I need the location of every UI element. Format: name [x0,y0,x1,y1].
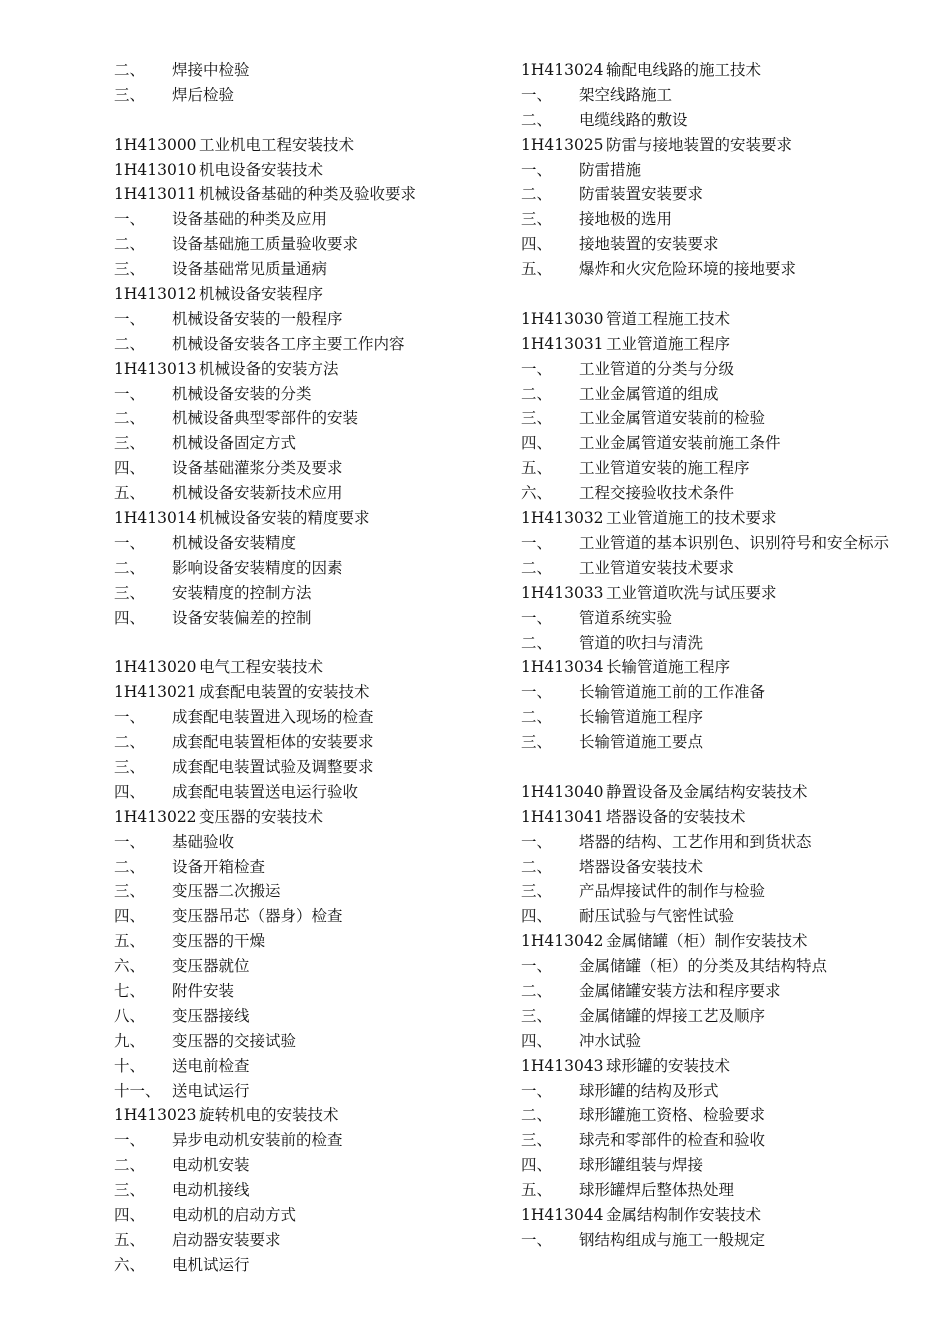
list-item [114,332,514,357]
item-text: 机械设备固定方式 [172,434,297,453]
item-text: 球壳和零部件的检查和验收 [579,1131,766,1150]
list-item [521,1228,921,1253]
section-heading [114,655,514,680]
item-number: 三、 [114,85,146,104]
item-number: 二、 [114,334,146,353]
item-number: 一、 [521,1081,553,1100]
section-title: 输配电线路的施工技术 [606,61,762,79]
section-title: 机电设备安装技术 [199,160,324,179]
item-number: 二、 [114,733,146,752]
item-text: 机械设备安装各工序主要工作内容 [172,334,405,353]
item-number: 三、 [521,1131,553,1150]
item-text: 长输管道施工要点 [579,733,704,752]
section-title: 成套配电装置的安装技术 [199,683,370,702]
section-heading [521,1203,921,1228]
blank-line [521,755,921,780]
item-number: 五、 [521,1181,553,1200]
section-heading [521,506,921,531]
section-title: 球形罐的安装技术 [606,1056,731,1075]
item-text: 设备开箱检查 [172,857,266,876]
item-text: 成套配电装置送电运行验收 [172,782,359,801]
item-text: 送电试运行 [172,1081,250,1100]
item-number: 三、 [114,434,146,453]
section-title: 工业管道施工程序 [606,334,731,353]
list-item [114,755,514,780]
list-item [521,1004,921,1029]
item-number: 二、 [114,857,146,876]
list-item [114,954,514,979]
list-item [114,1178,514,1203]
list-item [521,357,921,382]
item-number: 三、 [114,1181,146,1200]
item-number: 二、 [521,633,553,652]
list-item [521,531,921,556]
blank-line [114,108,514,133]
list-item [114,830,514,855]
list-item [114,456,514,481]
item-text: 变压器接线 [172,1006,250,1025]
item-number: 四、 [114,782,146,801]
blank-line [521,282,921,307]
list-item [521,382,921,407]
item-number: 二、 [114,235,146,254]
list-item [114,1203,514,1228]
section-heading [521,332,921,357]
list-item [521,1029,921,1054]
item-number: 八、 [114,1006,146,1025]
item-number: 二、 [114,1156,146,1175]
item-number: 六、 [521,484,553,503]
item-text: 球形罐的结构及形式 [579,1081,719,1100]
item-text: 球形罐焊后整体热处理 [579,1181,735,1200]
item-number: 五、 [114,484,146,503]
section-title: 长输管道施工程序 [606,658,731,677]
item-text: 电机试运行 [172,1255,250,1274]
item-number: 四、 [521,907,553,926]
list-item [521,1128,921,1153]
section-title: 工业机电工程安装技术 [199,135,355,154]
list-item [114,431,514,456]
item-number: 四、 [114,459,146,478]
list-item [521,631,921,656]
item-number: 二、 [521,110,553,129]
item-text: 产品焊接试件的制作与检验 [579,882,766,901]
list-item [114,531,514,556]
item-text: 附件安装 [172,981,235,1000]
item-text: 启动器安装要求 [172,1230,281,1249]
item-text: 防雷措施 [579,160,642,179]
item-text: 机械设备安装精度 [172,533,297,552]
section-title: 工业管道施工的技术要求 [606,509,777,528]
list-item [114,481,514,506]
section-code: 1H413041 [521,807,604,826]
item-text: 电动机的启动方式 [172,1205,297,1224]
item-text: 焊接中检验 [172,61,250,79]
item-number: 一、 [521,359,553,378]
section-code: 1H413021 [114,683,197,702]
item-number: 三、 [114,583,146,602]
item-text: 成套配电装置进入现场的检查 [172,708,374,727]
section-title: 机械设备安装的精度要求 [199,509,370,528]
item-text: 设备基础的种类及应用 [172,210,328,229]
item-text: 基础验收 [172,832,235,851]
item-text: 变压器二次搬运 [172,882,281,901]
list-item [114,1004,514,1029]
list-item [114,855,514,880]
item-text: 工程交接验收技术条件 [579,484,735,503]
item-number: 二、 [521,981,553,1000]
item-text: 长输管道施工程序 [579,708,704,727]
list-item [521,1103,921,1128]
section-code: 1H413040 [521,782,604,801]
item-number: 四、 [114,907,146,926]
list-item [114,581,514,606]
item-number: 一、 [114,309,146,328]
section-code: 1H413024 [521,61,604,79]
item-number: 二、 [521,708,553,727]
section-heading [521,581,921,606]
item-number: 一、 [521,832,553,851]
item-text: 钢结构组成与施工一般规定 [579,1230,766,1249]
list-item [114,1128,514,1153]
item-text: 变压器就位 [172,957,250,976]
section-title: 电气工程安装技术 [199,658,324,677]
item-number: 一、 [521,957,553,976]
section-code: 1H413025 [521,135,604,154]
list-item [114,83,514,108]
section-title: 静置设备及金属结构安装技术 [606,782,808,801]
item-number: 四、 [521,1156,553,1175]
item-number: 三、 [114,757,146,776]
section-code: 1H413042 [521,932,604,951]
item-number: 一、 [114,384,146,403]
list-item [521,257,921,282]
item-number: 三、 [521,882,553,901]
item-number: 四、 [114,608,146,627]
item-text: 金属储罐安装方法和程序要求 [579,981,781,1000]
list-item [114,307,514,332]
list-item [114,207,514,232]
list-item [114,879,514,904]
item-number: 一、 [521,608,553,627]
item-number: 一、 [114,708,146,727]
item-number: 四、 [521,1031,553,1050]
section-code: 1H413022 [114,807,197,826]
item-text: 冲水试验 [579,1031,642,1050]
item-text: 变压器的交接试验 [172,1031,297,1050]
item-text: 爆炸和火灾危险环境的接地要求 [579,260,797,279]
list-item [114,606,514,631]
item-text: 工业金属管道安装前施工条件 [579,434,781,453]
section-code: 1H413020 [114,658,197,677]
item-number: 二、 [521,1106,553,1125]
list-item [521,879,921,904]
item-number: 四、 [521,235,553,254]
list-item [114,1079,514,1104]
list-item [114,979,514,1004]
list-item [114,1029,514,1054]
section-title: 金属结构制作安装技术 [606,1205,762,1224]
list-item [114,929,514,954]
section-code: 1H413010 [114,160,197,179]
list-item [521,556,921,581]
section-code: 1H413012 [114,285,197,304]
left-column [114,58,514,1278]
item-text: 工业管道的基本识别色、识别符号和安全标示 [579,533,890,552]
item-number: 一、 [114,832,146,851]
item-text: 架空线路施工 [579,85,673,104]
item-number: 一、 [521,85,553,104]
list-item [114,1054,514,1079]
item-number: 六、 [114,957,146,976]
section-heading [114,1103,514,1128]
item-number: 一、 [114,1131,146,1150]
item-number: 二、 [114,558,146,577]
section-heading [114,158,514,183]
list-item [521,1079,921,1104]
list-item [521,979,921,1004]
section-heading [114,282,514,307]
item-text: 设备安装偏差的控制 [172,608,312,627]
list-item [521,830,921,855]
list-item [521,431,921,456]
list-item [114,904,514,929]
item-number: 六、 [114,1255,146,1274]
list-item [521,456,921,481]
item-number: 一、 [521,683,553,702]
list-item [521,232,921,257]
item-text: 管道系统实验 [579,608,673,627]
item-text: 工业金属管道的组成 [579,384,719,403]
item-number: 九、 [114,1031,146,1050]
list-item [114,1228,514,1253]
section-title: 机械设备的安装方法 [199,359,339,378]
item-text: 机械设备安装的分类 [172,384,312,403]
section-title: 机械设备安装程序 [199,285,324,304]
item-number: 五、 [521,459,553,478]
item-text: 防雷装置安装要求 [579,185,704,204]
item-text: 工业管道安装技术要求 [579,558,735,577]
item-text: 接地极的选用 [579,210,673,229]
item-text: 机械设备安装的一般程序 [172,309,343,328]
item-text: 机械设备安装新技术应用 [172,484,343,503]
section-code: 1H413032 [521,509,604,528]
item-text: 电动机安装 [172,1156,250,1175]
section-title: 变压器的安装技术 [199,807,324,826]
list-item [521,182,921,207]
item-text: 长输管道施工前的工作准备 [579,683,766,702]
item-number: 五、 [114,1230,146,1249]
item-text: 异步电动机安装前的检查 [172,1131,343,1150]
item-text: 成套配电装置柜体的安装要求 [172,733,374,752]
item-text: 球形罐组装与焊接 [579,1156,704,1175]
item-number: 二、 [521,185,553,204]
item-number: 十一、 [114,1081,161,1100]
item-number: 一、 [114,533,146,552]
section-code: 1H413011 [114,185,197,204]
item-number: 四、 [521,434,553,453]
list-item [521,606,921,631]
item-text: 安装精度的控制方法 [172,583,312,602]
item-text: 工业管道的分类与分级 [579,359,735,378]
section-heading [521,929,921,954]
item-text: 成套配电装置试验及调整要求 [172,757,374,776]
item-number: 三、 [114,882,146,901]
item-text: 影响设备安装精度的因素 [172,558,343,577]
item-number: 一、 [521,1230,553,1249]
list-item [521,83,921,108]
section-code: 1H413014 [114,509,197,528]
section-title: 工业管道吹洗与试压要求 [606,583,777,602]
list-item [521,481,921,506]
section-title: 塔器设备的安装技术 [606,807,746,826]
item-number: 一、 [114,210,146,229]
list-item [521,1178,921,1203]
item-number: 十、 [114,1056,146,1075]
list-item [521,954,921,979]
item-text: 管道的吹扫与清洗 [579,633,704,652]
item-number: 一、 [521,160,553,179]
item-text: 机械设备典型零部件的安装 [172,409,359,428]
section-heading [521,307,921,332]
list-item [521,108,921,133]
item-number: 三、 [114,260,146,279]
section-code: 1H413030 [521,309,604,328]
list-item [521,904,921,929]
item-number: 三、 [521,733,553,752]
section-code: 1H413034 [521,658,604,677]
list-item [114,705,514,730]
item-number: 二、 [521,857,553,876]
list-item [114,382,514,407]
item-text: 电缆线路的敷设 [579,110,688,129]
list-item [521,705,921,730]
item-text: 设备基础施工质量验收要求 [172,235,359,254]
section-heading [521,133,921,158]
section-heading [521,58,921,83]
section-title: 金属储罐（柜）制作安装技术 [606,932,808,951]
section-heading [114,680,514,705]
item-text: 接地装置的安装要求 [579,235,719,254]
section-title: 防雷与接地装置的安装要求 [606,135,793,154]
item-number: 二、 [521,384,553,403]
list-item [114,406,514,431]
section-title: 机械设备基础的种类及验收要求 [199,185,417,204]
list-item [114,780,514,805]
list-item [521,855,921,880]
item-number: 五、 [114,932,146,951]
item-text: 送电前检查 [172,1056,250,1075]
item-text: 工业金属管道安装前的检验 [579,409,766,428]
section-code: 1H413013 [114,359,197,378]
section-code: 1H413043 [521,1056,604,1075]
item-number: 五、 [521,260,553,279]
list-item [521,1153,921,1178]
section-heading [114,133,514,158]
item-text: 设备基础灌浆分类及要求 [172,459,343,478]
section-title: 旋转机电的安装技术 [199,1106,339,1125]
section-heading [114,506,514,531]
list-item [114,257,514,282]
list-item [114,232,514,257]
list-item [521,207,921,232]
item-number: 四、 [114,1205,146,1224]
list-item [114,556,514,581]
list-item [114,1253,514,1278]
blank-line [114,630,514,655]
section-title: 管道工程施工技术 [606,309,731,328]
list-item [521,158,921,183]
item-number: 一、 [521,533,553,552]
item-number: 二、 [114,61,146,79]
item-text: 塔器的结构、工艺作用和到货状态 [579,832,812,851]
list-item [114,1153,514,1178]
item-text: 焊后检验 [172,85,235,104]
item-text: 金属储罐（柜）的分类及其结构特点 [579,957,828,976]
list-item [521,730,921,755]
section-heading [521,780,921,805]
section-code: 1H413023 [114,1106,197,1125]
item-number: 三、 [521,409,553,428]
item-text: 塔器设备安装技术 [579,857,704,876]
list-item [114,730,514,755]
item-text: 设备基础常见质量通病 [172,260,328,279]
section-heading [114,805,514,830]
list-item [114,58,514,83]
section-heading [114,357,514,382]
right-column [521,58,921,1253]
item-number: 二、 [521,558,553,577]
item-text: 变压器的干燥 [172,932,266,951]
section-code: 1H413000 [114,135,197,154]
list-item [521,680,921,705]
section-heading [521,655,921,680]
item-text: 金属储罐的焊接工艺及顺序 [579,1006,766,1025]
section-heading [521,1054,921,1079]
item-text: 球形罐施工资格、检验要求 [579,1106,766,1125]
list-item [521,406,921,431]
section-code: 1H413033 [521,583,604,602]
item-number: 三、 [521,1006,553,1025]
item-text: 变压器吊芯（器身）检查 [172,907,343,926]
item-number: 二、 [114,409,146,428]
item-number: 七、 [114,981,146,1000]
item-number: 三、 [521,210,553,229]
section-heading [114,182,514,207]
item-text: 电动机接线 [172,1181,250,1200]
section-code: 1H413044 [521,1205,604,1224]
section-code: 1H413031 [521,334,604,353]
item-text: 耐压试验与气密性试验 [579,907,735,926]
item-text: 工业管道安装的施工程序 [579,459,750,478]
section-heading [521,805,921,830]
